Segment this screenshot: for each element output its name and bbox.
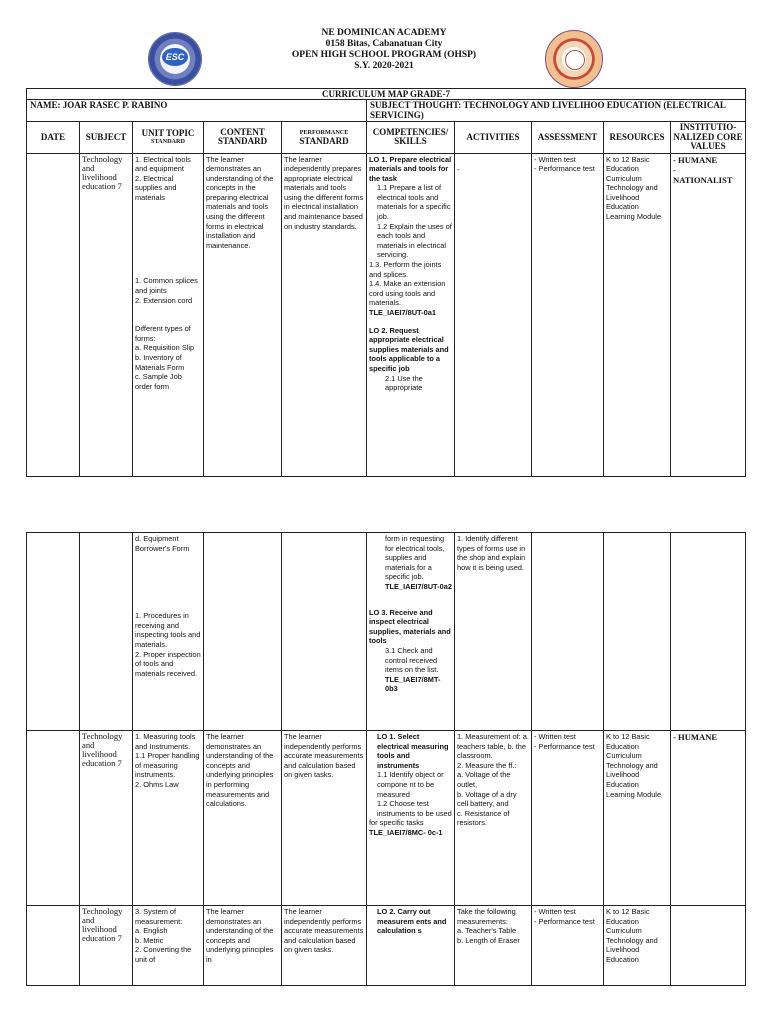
competency-3-1: 3.1 Check and control received items on the list. [385, 645, 439, 675]
resources-cell: K to 12 Basic Education Curriculum Technology and Livelihood Education [604, 906, 671, 986]
lo3-heading: LO 3. Receive and inspect electrical supplies, materials and tools [369, 607, 451, 646]
subject-thought: SUBJECT THOUGHT: TECHNOLOGY AND LIVELIHOO EDUCATION (ELECTRICAL SERVICING) [367, 100, 746, 122]
col-performance-small: PERFORMANCE [299, 128, 349, 136]
core-value-humane: - HUMANE [673, 154, 718, 165]
competency-code-1: TLE_IAEI7/8UT-0a1 [369, 308, 436, 317]
col-unit-topic-sub: STANDARD [151, 138, 185, 145]
col-performance-label: STANDARD [299, 135, 349, 146]
performance-standard-cell: The learner independently performs accurate measurements and calculation based on given tasks. [282, 731, 367, 906]
core-values-cell [671, 731, 746, 906]
lo1-heading: LO 1. Prepare electrical materials and tools for the task [369, 154, 452, 183]
document-page-2 [0, 532, 768, 1024]
assessment-cell: - Written test - Performance test [532, 906, 604, 986]
content-standard-cell: The learner demonstrates an understanding of the concepts and underlying principles in performing measurements and calculations. [204, 731, 282, 906]
subject-cell: Technology and livelihood education 7 [80, 906, 133, 986]
unit-topic-a: 1. Electrical tools and equipment 2. Electrical supplies and materials [135, 154, 191, 202]
table-row [27, 153, 746, 476]
school-header [0, 28, 768, 72]
col-assessment: ASSESSMENT [532, 122, 604, 154]
competency-1-2: 1.2 Explain the uses of each tools and materials in electrical servicing. [377, 221, 452, 260]
competency-tail: for specific tasks [369, 818, 424, 828]
content-standard-cell: The learner demonstrates an understanding of the concepts in the preparing electrical materials and tools using the different forms in electrical installation and maintenance. [204, 153, 282, 476]
activities-cell: 1. Measurement of: a. teachers table, b. the classroom. 2. Measure the ff.: a. Voltage of the outlet, b. Voltage of a dry cell battery, and c. Resistance of resistors. [455, 731, 532, 906]
competency-code-2: TLE_IAEI7/8UT-0a2 [385, 581, 452, 591]
unit-topic-b: 1. Common splices and joints 2. Extension cord [135, 276, 198, 305]
program-name: OPEN HIGH SCHOOL PROGRAM (OHSP) [291, 50, 477, 60]
unit-topic-c: Different types of forms: a. Requisition Slip b. Inventory of Materials Form c. Sample Job order form [135, 324, 195, 391]
assessment-cell [532, 533, 604, 731]
document-page-1 [0, 0, 768, 478]
resources-cell: K to 12 Basic Education Curriculum Technology and Livelihood Education Learning Module [604, 153, 671, 476]
competencies-cell [367, 731, 455, 906]
col-unit-topic [133, 122, 204, 154]
lo2-heading: LO 2. Carry out measurem ents and calculation s [377, 907, 447, 936]
competency-1-1: 1.1 Identify object or compone nt to be measured [377, 770, 444, 799]
resources-cell: K to 12 Basic Education Curriculum Technology and Livelihood Education Learning Module [604, 731, 671, 906]
unit-topic-cell [133, 153, 204, 476]
subject-cell: Technology and livelihood education 7 [80, 731, 133, 906]
date-cell [27, 906, 80, 986]
core-values-cell [671, 533, 746, 731]
unit-topic-cell: 3. System of measurement: a. English b. Metric 2. Converting the unit of [133, 906, 204, 986]
competency-2-1-cont: form in requesting for electrical tools, supplies and materials for a specific job. [385, 534, 445, 582]
activities-cell: Take the following measurements: a. Teacher's Table b. Length of Eraser [455, 906, 532, 986]
core-values-cell [671, 153, 746, 476]
competencies-cell [367, 906, 455, 986]
competency-code: TLE_IAEI7/8MC- 0c-1 [369, 827, 443, 837]
col-competencies: COMPETENCIES/ SKILLS [367, 122, 455, 154]
content-standard-cell [204, 533, 282, 731]
competency-2-1: 2.1 Use the appropriate [385, 373, 423, 393]
performance-standard-cell: The learner independently performs accurate measurements and calculation based on given tasks. [282, 906, 367, 986]
competencies-cell [367, 153, 455, 476]
school-address: 0158 Bitas, Cabanatuan City [325, 39, 443, 49]
date-cell [27, 153, 80, 476]
core-value-dash: - [673, 164, 676, 175]
curriculum-map-title: CURRICULUM MAP GRADE-7 [27, 89, 746, 100]
activities-cell [455, 153, 532, 476]
col-resources: RESOURCES [604, 122, 671, 154]
table-row [27, 731, 746, 906]
teacher-name: NAME: JOAR RASEC P. RABINO [27, 100, 367, 122]
activities-text: - [457, 164, 460, 174]
curriculum-map-table-continued [26, 532, 746, 986]
col-unit-topic-label: UNIT TOPIC [141, 127, 195, 138]
unit-topic-cell [133, 533, 204, 731]
performance-standard-cell: The learner independently prepares appropriate electrical materials and tools using the different forms in electrical installation and maintenance based on industry standards. [282, 153, 367, 476]
esc-logo-text: ESC [162, 48, 188, 66]
competency-1-3: 1.3. Perform the joints and splices. [369, 260, 442, 279]
col-subject: SUBJECT [80, 122, 133, 154]
date-cell [27, 533, 80, 731]
table-row [27, 533, 746, 731]
unit-topic-cell: 1. Measuring tools and Instruments. 1.1 Proper handling of measuring instruments. 2. Ohms Law [133, 731, 204, 906]
subject-cell [80, 533, 133, 731]
col-performance-standard [282, 122, 367, 154]
competencies-cell [367, 533, 455, 731]
col-content-standard: CONTENT STANDARD [204, 122, 282, 154]
core-values-cell [671, 906, 746, 986]
table-row [27, 906, 746, 986]
competency-1-4: 1.4. Make an extension cord using tools and materials. [369, 279, 446, 308]
assessment-cell: - Written test - Performance test [532, 731, 604, 906]
col-date: DATE [27, 122, 80, 154]
unit-topic-b: 1. Procedures in receiving and inspecting tools and materials. 2. Proper inspection of tools and materials received. [135, 611, 201, 678]
core-value-nationalist: NATIONALIST [673, 174, 733, 185]
school-name: NE DOMINICAN ACADEMY [321, 28, 447, 38]
core-value-humane: - HUMANE [673, 732, 718, 742]
col-activities: ACTIVITIES [455, 122, 532, 154]
content-standard-cell: The learner demonstrates an understanding of the concepts and underlying principles in [204, 906, 282, 986]
lo2-heading: LO 2. Request appropriate electrical supplies materials and tools applicable to a specific job [369, 325, 449, 373]
col-core-values: INSTITUTIO-NALIZED CORE VALUES [671, 122, 746, 154]
subject-cell: Technology and livelihood education 7 [80, 153, 133, 476]
curriculum-map-table [26, 88, 746, 477]
competency-code-3: TLE_IAEI7/8MT-0b3 [385, 674, 441, 694]
assessment-cell: - Written test - Performance test [532, 153, 604, 476]
school-year: S.Y. 2020-2021 [354, 61, 414, 71]
lo1-heading: LO 1. Select electrical measuring tools and instruments [377, 732, 449, 770]
competency-1-1: 1.1 Prepare a list of electrical tools and materials for a specific job. [377, 183, 451, 222]
resources-cell [604, 533, 671, 731]
activities-cell: 1. Identify different types of forms use in the shop and explain how it is being used. [455, 533, 532, 731]
unit-topic-a: d. Equipment Borrower's Form [135, 534, 190, 553]
performance-standard-cell [282, 533, 367, 731]
competency-1-2: 1.2 Choose test instruments to be used [377, 799, 452, 818]
date-cell [27, 731, 80, 906]
